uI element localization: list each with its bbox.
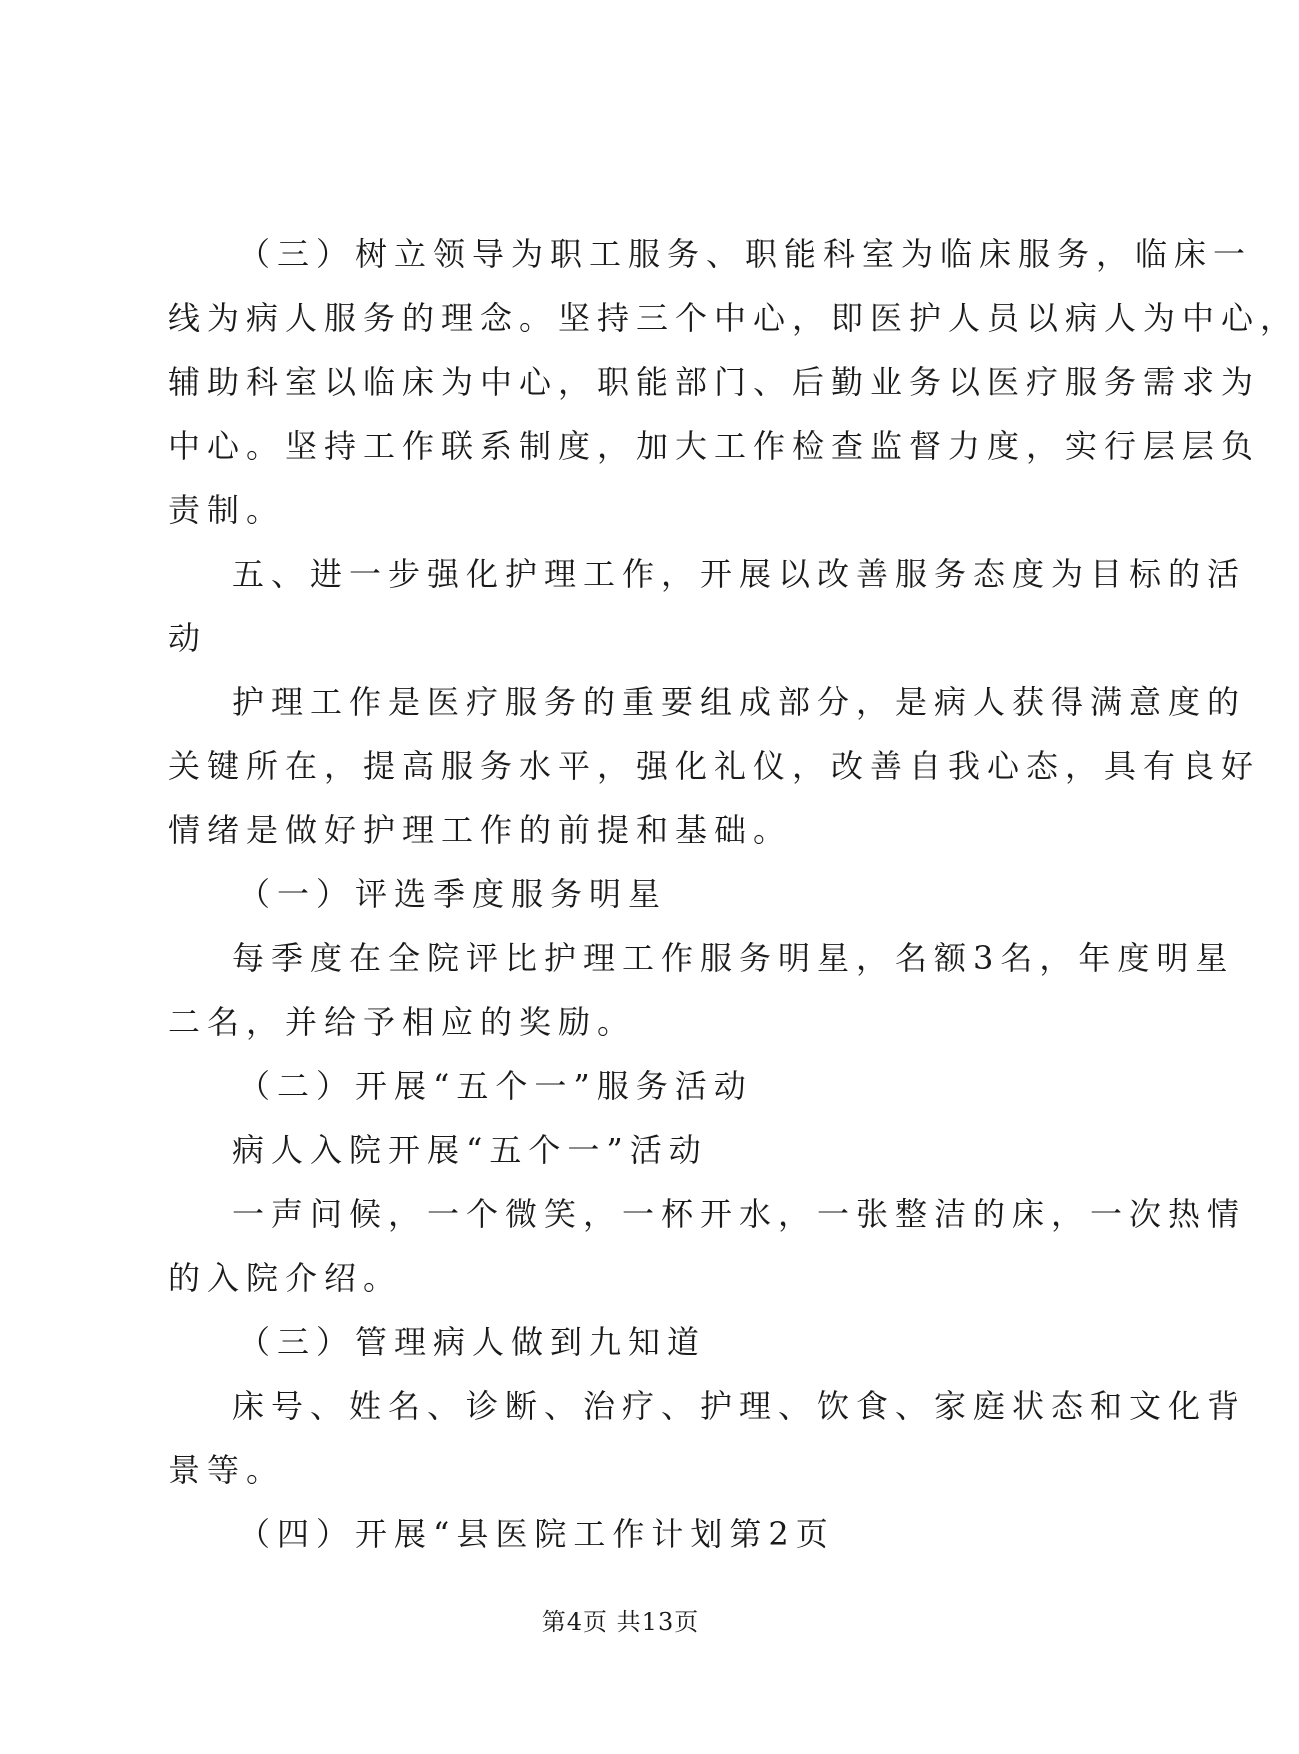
text-line: 床号、姓名、诊断、治疗、护理、饮食、家庭状态和文化背 bbox=[232, 1387, 1247, 1425]
paragraph-nine-knows-detail bbox=[168, 1374, 1247, 1502]
subheading-service-star bbox=[168, 862, 1086, 926]
text-line: 动 bbox=[168, 619, 208, 657]
paragraph-admission-five-ones bbox=[168, 1118, 1086, 1182]
page-footer: 第4页 共13页 bbox=[541, 1608, 700, 1636]
text-line: 责制。 bbox=[168, 491, 286, 529]
text-line: 一声问候，一个微笑，一杯开水，一张整洁的床，一次热情 bbox=[232, 1195, 1247, 1233]
paragraph-service-star bbox=[168, 926, 1235, 1054]
text-line: 的入院介绍。 bbox=[168, 1259, 403, 1297]
paragraph-nursing-importance bbox=[168, 670, 1261, 862]
text-line: 每季度在全院评比护理工作服务明星，名额3名，年度明星 bbox=[232, 939, 1235, 977]
paragraph-five-ones-detail bbox=[168, 1182, 1247, 1310]
subheading-four bbox=[168, 1502, 1086, 1566]
text-line: （三）管理病人做到九知道 bbox=[238, 1323, 707, 1361]
text-line: 关键所在，提高服务水平，强化礼仪，改善自我心态，具有良好 bbox=[168, 747, 1261, 785]
text-line: 景等。 bbox=[168, 1451, 286, 1489]
text-line: 线为病人服务的理念。坚持三个中心，即医护人员以病人为中心， bbox=[168, 299, 1299, 337]
text-line: （三）树立领导为职工服务、职能科室为临床服务，临床一 bbox=[238, 235, 1253, 273]
text-line: 护理工作是医疗服务的重要组成部分，是病人获得满意度的 bbox=[232, 683, 1247, 721]
text-line: 二名，并给予相应的奖励。 bbox=[168, 1003, 637, 1041]
text-line: 五、进一步强化护理工作，开展以改善服务态度为目标的活 bbox=[232, 555, 1247, 593]
text-line: 情绪是做好护理工作的前提和基础。 bbox=[168, 811, 793, 849]
text-line: 中心。坚持工作联系制度，加大工作检查监督力度，实行层层负 bbox=[168, 427, 1261, 465]
subheading-nine-knows bbox=[168, 1310, 1086, 1374]
text-line: （一）评选季度服务明星 bbox=[238, 875, 668, 913]
section-heading-nursing bbox=[168, 542, 1247, 670]
text-line: 辅助科室以临床为中心，职能部门、后勤业务以医疗服务需求为 bbox=[168, 363, 1261, 401]
text-line: （四）开展“县医院工作计划第2页 bbox=[238, 1515, 835, 1553]
subheading-five-ones bbox=[168, 1054, 1086, 1118]
text-line: （二）开展“五个一”服务活动 bbox=[238, 1067, 753, 1105]
paragraph-leadership-service bbox=[168, 222, 1299, 542]
text-line: 病人入院开展“五个一”活动 bbox=[232, 1131, 708, 1169]
